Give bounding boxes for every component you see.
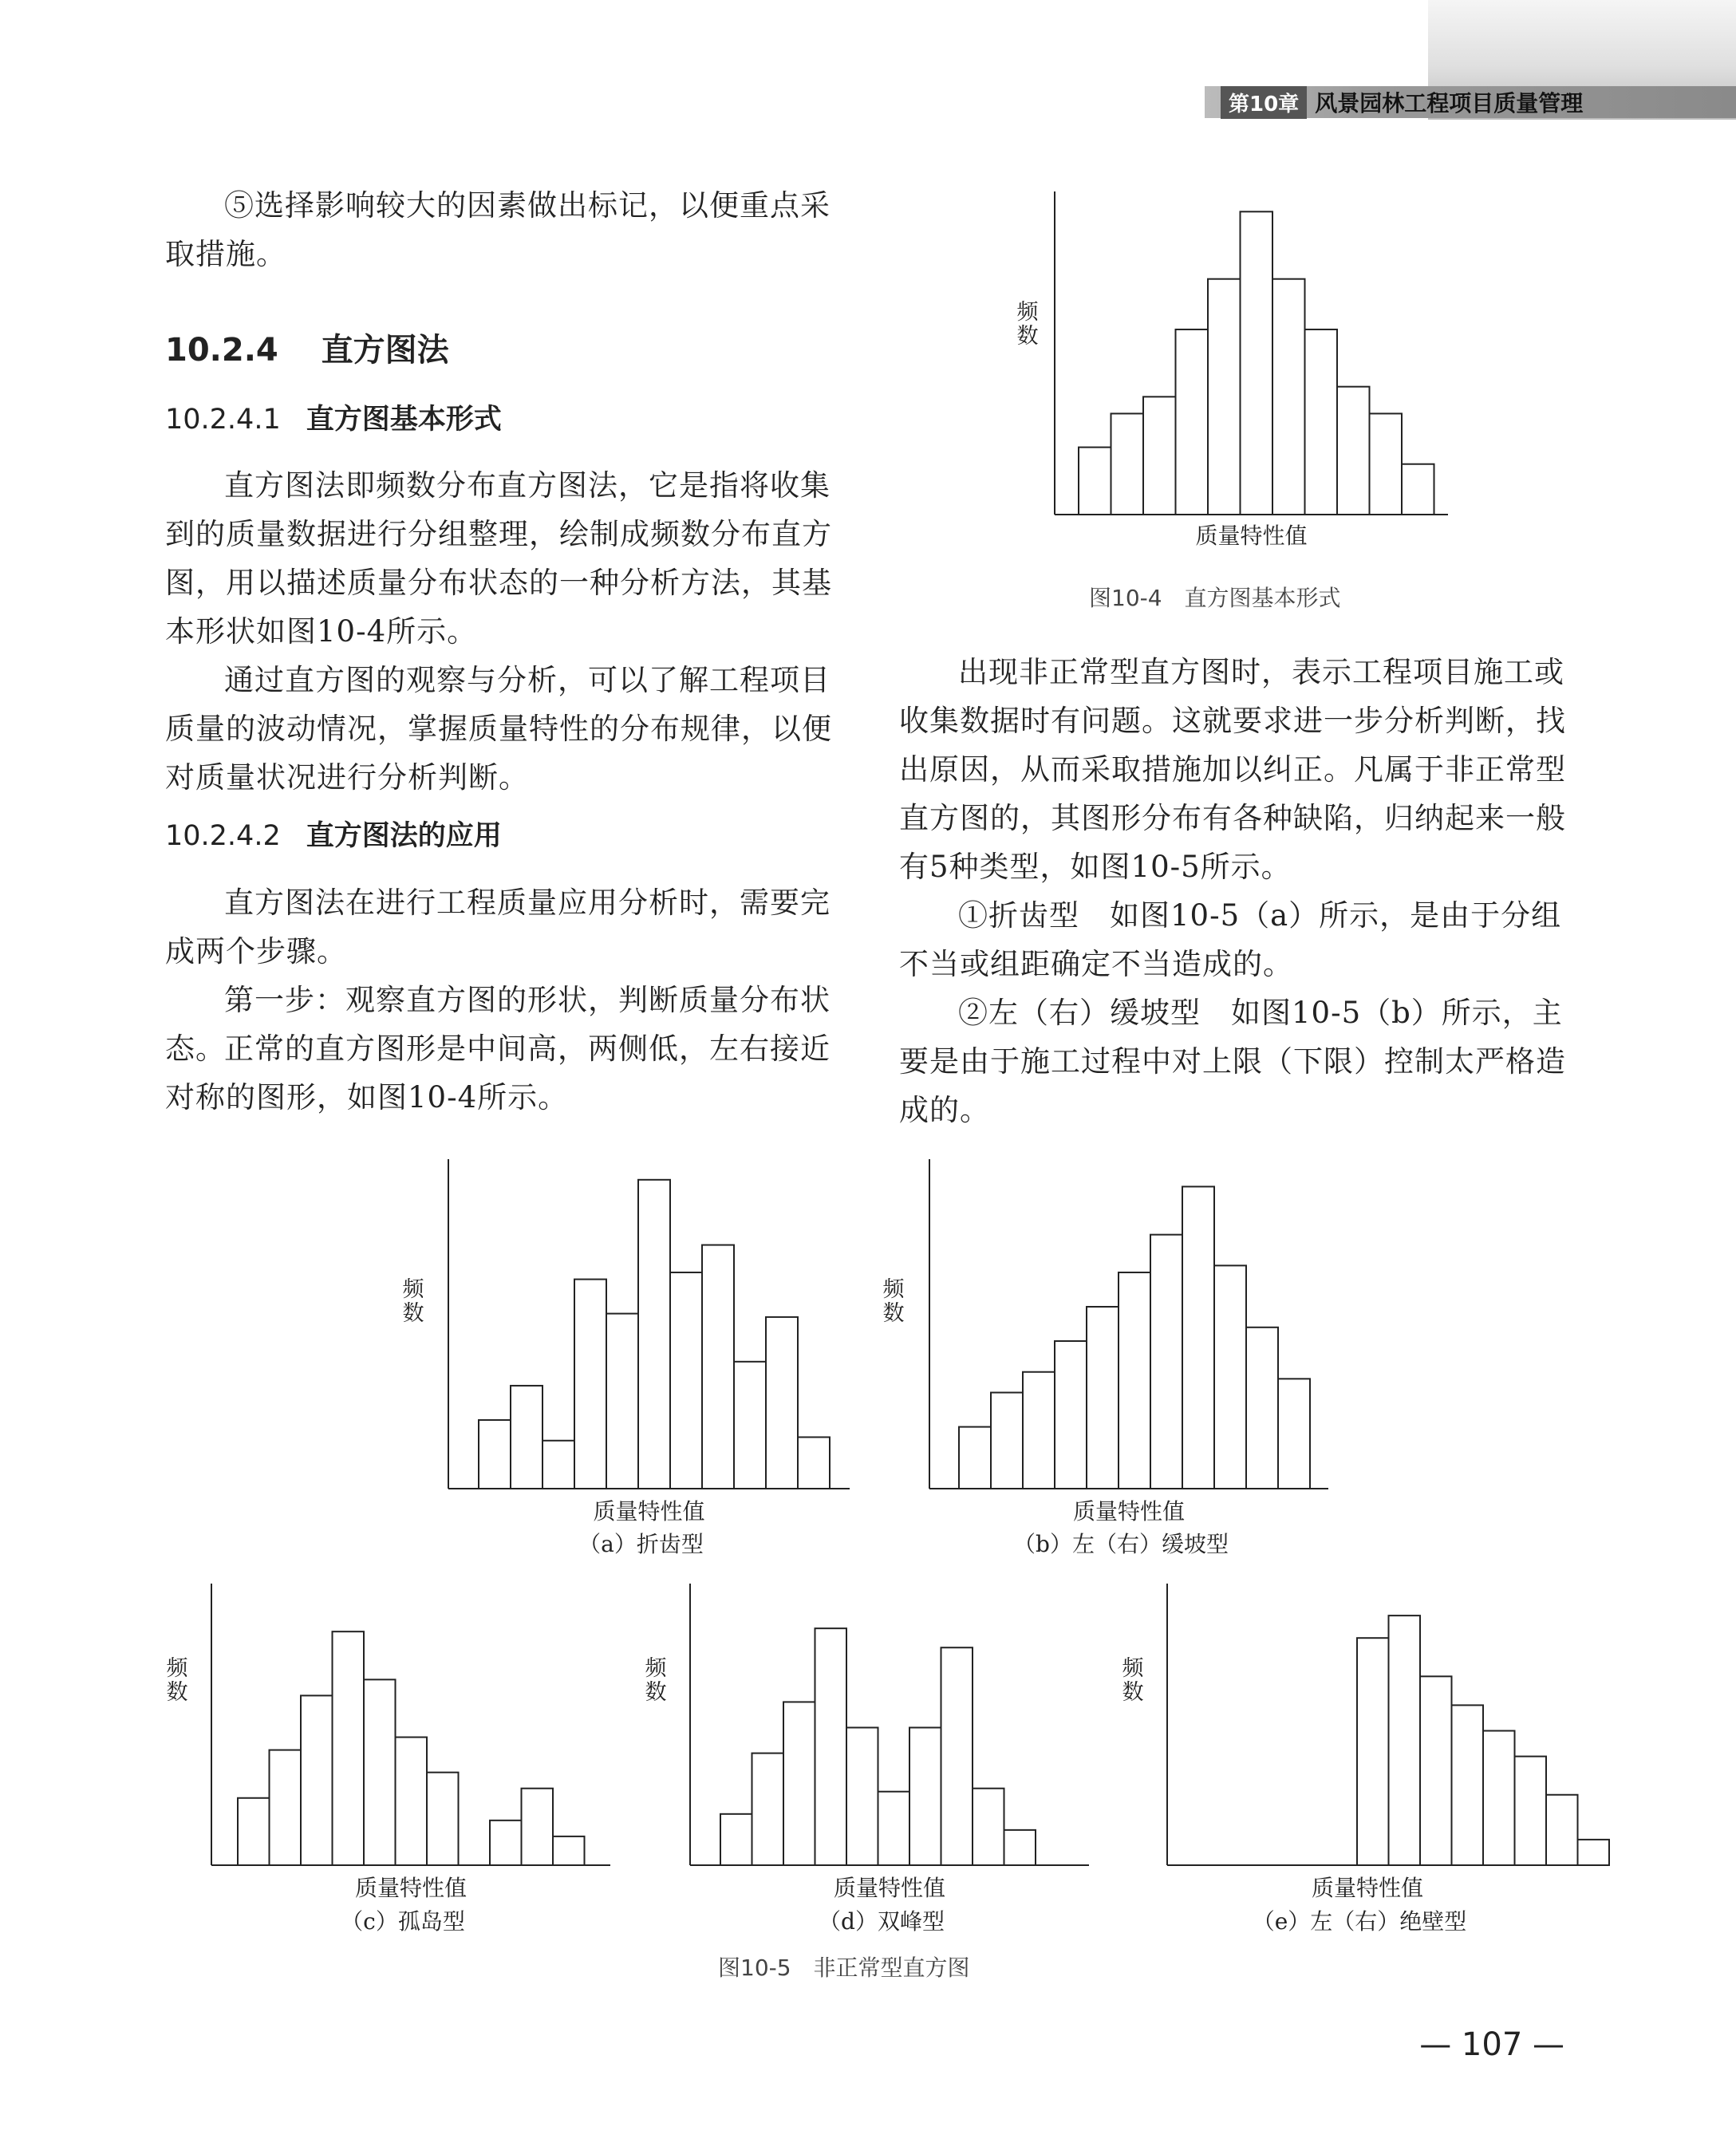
subsection-number: 10.2.4.1 <box>165 404 281 436</box>
histogram-bar <box>1370 413 1403 515</box>
histogram-basic-form <box>1017 191 1449 549</box>
histogram-bar <box>1402 464 1434 515</box>
histogram-bar <box>720 1814 752 1865</box>
histogram-bar <box>1389 1615 1421 1865</box>
subfigure-caption: （a）折齿型 <box>578 1531 704 1557</box>
histogram-bar <box>1357 1638 1389 1865</box>
histogram-bar <box>783 1702 815 1865</box>
paragraph-step1: 第一步：观察直方图的形状，判断质量分布状态。 <box>165 983 831 1066</box>
histogram-bar <box>1305 329 1338 515</box>
histogram-bar <box>1578 1840 1610 1865</box>
histogram-bar <box>1241 211 1273 515</box>
y-axis-label: 频数 <box>882 1277 905 1326</box>
paragraph-observe: 通过直方图的观察与分析，可以了解工程项目质量的波动情况，掌握质量特性的分布规律，以便对质量状况进行分析判断。 <box>165 663 832 795</box>
paragraph-intro: 直方图法即频数分布直方图法，它是指将收集到的质量数据进行分组整理，绘制成频数分布直方图，用以描述质量分布状态的一种分析方法，其基本形状如图10-4所示。 <box>165 468 832 649</box>
histogram-bar <box>766 1317 798 1489</box>
paragraph-normal: 正常的直方图形是中间高，两侧低，左右接近对称的图形，如图10-4所示。 <box>165 1032 831 1114</box>
histogram-double-peak <box>645 1584 1090 1935</box>
histogram-bar <box>702 1245 734 1489</box>
histogram-bar <box>1208 279 1241 515</box>
histogram-bar <box>553 1836 585 1865</box>
histogram-gentle-slope <box>883 1159 1329 1557</box>
histogram-sawtooth <box>403 1159 850 1557</box>
y-axis-label: 频数 <box>1122 1656 1144 1705</box>
histogram-bar <box>1143 396 1176 515</box>
paragraph-step5: ⑤选择影响较大的因素做出标记，以便重点采取措施。 <box>165 188 831 271</box>
histogram-bar <box>1079 448 1111 515</box>
histogram-bar <box>606 1314 638 1489</box>
histogram-bar <box>941 1647 973 1865</box>
section-title: 直方图法 <box>321 332 449 369</box>
histogram-bar <box>511 1386 542 1489</box>
x-axis-label: 质量特性值 <box>593 1498 705 1525</box>
histogram-bar <box>815 1628 847 1865</box>
subsection-title: 直方图基本形式 <box>306 404 502 436</box>
histogram-bar <box>798 1437 830 1489</box>
x-axis-label: 质量特性值 <box>1311 1875 1424 1901</box>
histogram-bar <box>1182 1186 1214 1489</box>
histogram-bar <box>1246 1327 1278 1489</box>
subfigure-caption: （e）左（右）绝壁型 <box>1252 1908 1467 1935</box>
histogram-bar <box>364 1679 396 1865</box>
histogram-bar <box>427 1773 459 1865</box>
histogram-bar <box>270 1750 302 1865</box>
histogram-bar <box>991 1393 1023 1489</box>
histogram-bar <box>1004 1830 1036 1865</box>
histogram-bar <box>670 1272 702 1489</box>
histogram-bar <box>333 1631 365 1865</box>
histogram-cliff <box>1122 1584 1610 1935</box>
histogram-bar <box>1055 1341 1087 1489</box>
histogram-bar <box>1150 1235 1182 1489</box>
subsection-title: 直方图法的应用 <box>306 820 502 852</box>
histogram-bar <box>396 1738 428 1865</box>
histogram-bar <box>490 1821 522 1865</box>
histogram-bar <box>1023 1372 1055 1489</box>
histogram-bar <box>1337 387 1370 515</box>
histogram-bar <box>878 1792 910 1865</box>
y-axis-label: 频数 <box>645 1656 667 1705</box>
figure-10-4-caption: 图10-4 直方图基本形式 <box>1089 585 1341 611</box>
chapter-badge: 第10章 <box>1221 86 1307 119</box>
histogram-bar <box>1420 1676 1452 1865</box>
histogram-bar <box>846 1728 878 1865</box>
histogram-bar <box>1515 1757 1547 1865</box>
subfigure-caption: （d）双峰型 <box>819 1908 945 1935</box>
figure-10-5-caption: 图10-5 非正常型直方图 <box>718 1955 970 1981</box>
histogram-bar <box>1119 1272 1150 1489</box>
histogram-bar <box>1452 1705 1484 1865</box>
histogram-bar <box>1111 413 1144 515</box>
histogram-bar <box>1214 1265 1246 1489</box>
histogram-isolated-island <box>167 1584 611 1935</box>
x-axis-label: 质量特性值 <box>833 1875 946 1901</box>
paragraph-abnormal: 出现非正常型直方图时，表示工程项目施工或收集数据时有问题。这就要求进一步分析判断，找出原因，从而采取措施加以纠正。凡属于非正常型直方图的，其图形分布有各种缺陷，归纳起来一般有5种类型，如图10-5所示。 <box>899 655 1566 884</box>
histogram-bar <box>752 1754 784 1865</box>
histogram-bar <box>973 1789 1004 1865</box>
x-axis-label: 质量特性值 <box>1072 1498 1186 1525</box>
histogram-bar <box>1087 1307 1119 1489</box>
histogram-bar <box>638 1180 670 1489</box>
y-axis-label: 频数 <box>166 1656 188 1705</box>
histogram-bar <box>479 1420 511 1489</box>
x-axis-label: 质量特性值 <box>354 1875 468 1901</box>
paragraph-apply: 直方图法在进行工程质量应用分析时，需要完成两个步骤。 <box>165 886 831 968</box>
page-number: — 107 — <box>1419 2026 1564 2063</box>
y-axis-label: 频数 <box>402 1277 424 1326</box>
chapter-title: 风景园林工程项目质量管理 <box>1315 90 1584 116</box>
histogram-bar <box>1176 329 1209 515</box>
histogram-bar <box>1483 1731 1515 1865</box>
x-axis-label: 质量特性值 <box>1195 523 1308 549</box>
histogram-bar <box>959 1427 991 1489</box>
histogram-bar <box>1278 1379 1310 1489</box>
y-axis-label: 频数 <box>1016 300 1039 349</box>
histogram-bar <box>909 1728 941 1865</box>
subfigure-caption: （c）孤岛型 <box>341 1908 465 1935</box>
paragraph-type1: ①折齿型 如图10-5（a）所示，是由于分组不当或组距确定不当造成的。 <box>899 898 1562 981</box>
subfigure-caption: （b）左（右）缓坡型 <box>1013 1531 1229 1557</box>
paragraph-type2: ②左（右）缓坡型 如图10-5（b）所示，主要是由于施工过程中对上限（下限）控制太严格造成的。 <box>899 996 1566 1127</box>
histogram-bar <box>1546 1795 1578 1865</box>
subsection-number: 10.2.4.2 <box>165 820 281 852</box>
histogram-bar <box>734 1362 766 1489</box>
histogram-bar <box>301 1695 333 1865</box>
histogram-bar <box>1272 279 1305 515</box>
histogram-bar <box>542 1441 574 1489</box>
histogram-bar <box>238 1798 270 1865</box>
histogram-bar <box>522 1789 554 1865</box>
section-number: 10.2.4 <box>165 332 278 369</box>
histogram-bar <box>574 1280 606 1489</box>
